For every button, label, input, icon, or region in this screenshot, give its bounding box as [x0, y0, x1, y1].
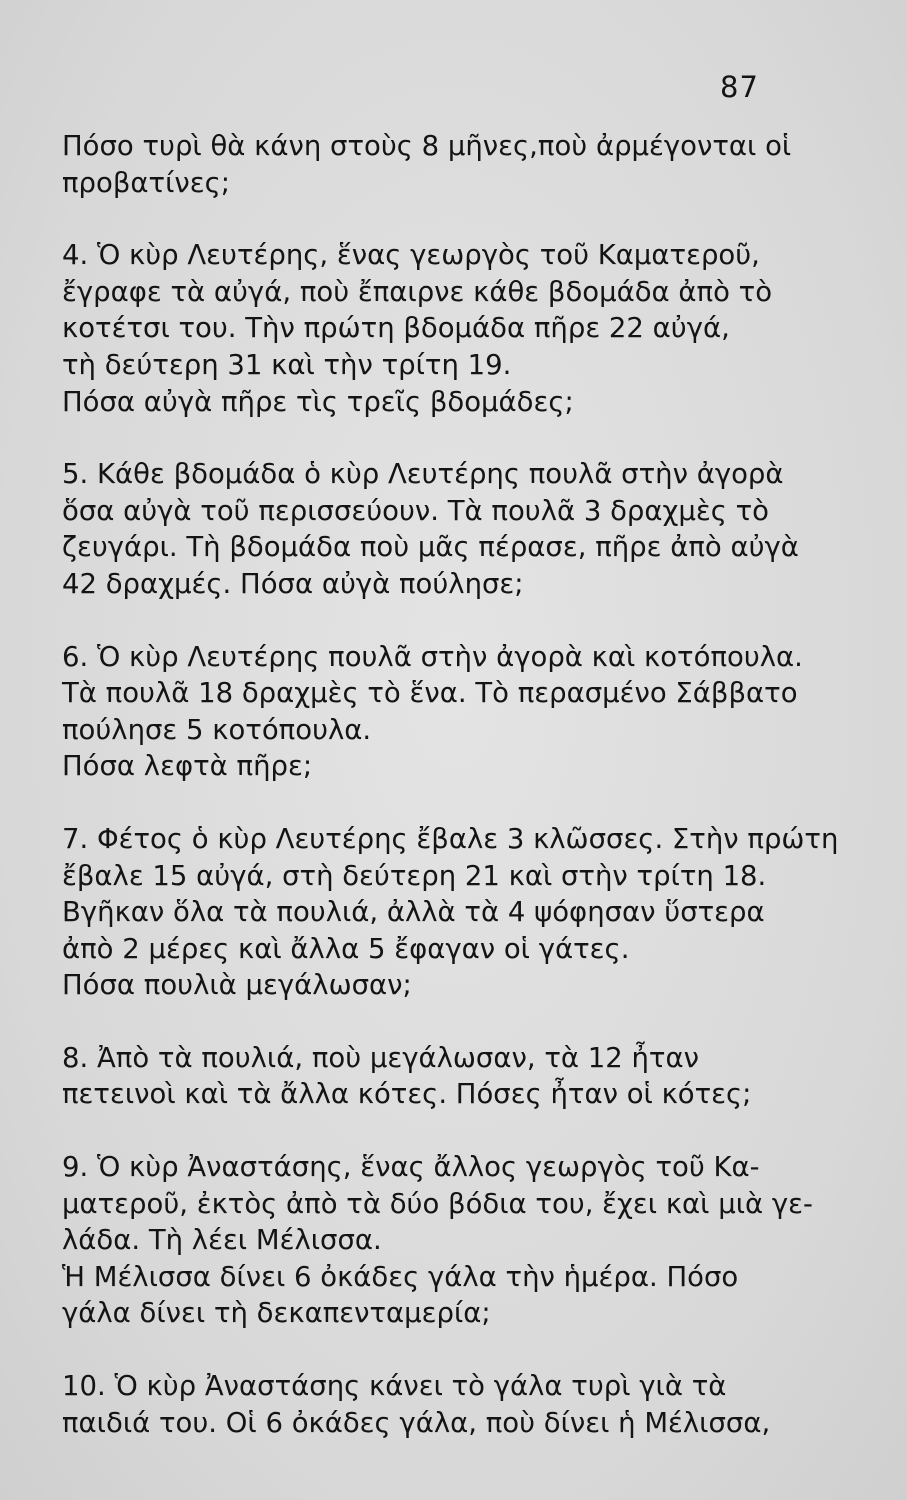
text-line: κοτέτσι του. Τὴν πρώτη βδομάδα πῆρε 22 αὐγά, [62, 312, 730, 345]
text-line: 6. Ὁ κὺρ Λευτέρης πουλᾶ στὴν ἀγορὰ καὶ κοτόπουλα. [62, 640, 803, 673]
text-line: Ἡ Μέλισσα δίνει 6 ὀκάδες γάλα τὴν ἡμέρα. Πόσο [62, 1260, 739, 1293]
text-line: Πόσα λεφτὰ πῆρε; [62, 750, 313, 783]
text-line: 42 δραχμές. Πόσα αὐγὰ πούλησε; [62, 567, 524, 600]
text-line: παιδιά του. Οἱ 6 ὀκάδες γάλα, ποὺ δίνει ἡ Μέλισσα, [62, 1406, 771, 1439]
text-line: ἀπὸ 2 μέρες καὶ ἄλλα 5 ἔφαγαν οἱ γάτες. [62, 932, 630, 965]
text-line: Πόσο τυρὶ θὰ κάνη στοὺς 8 μῆνες,ποὺ ἀρμέγονται οἱ [62, 130, 792, 162]
text-line: γάλα δίνει τὴ δεκαπενταμερία; [62, 1297, 491, 1330]
text-line: 10. Ὁ κὺρ Ἀναστάσης κάνει τὸ γάλα τυρὶ γιὰ τὰ [62, 1370, 727, 1403]
text-line: πετεινοὶ καὶ τὰ ἄλλα κότες. Πόσες ἦταν οἱ κότες; [62, 1078, 752, 1111]
text-line: Βγῆκαν ὅλα τὰ πουλιά, ἀλλὰ τὰ 4 ψόφησαν ὕστερα [62, 896, 765, 929]
page-number: 87 [720, 70, 759, 104]
page-text [62, 128, 839, 1441]
text-line: ματεροῦ, ἐκτὸς ἀπὸ τὰ δύο βόδια του, ἔχει καὶ μιὰ γε- [62, 1187, 813, 1220]
text-line: Πόσα πουλιὰ μεγάλωσαν; [62, 969, 412, 1002]
text-line: λάδα. Τὴ λέει Μέλισσα. [62, 1224, 382, 1257]
text-line: ὅσα αὐγὰ τοῦ περισσεύουν. Τὰ πουλᾶ 3 δραχμὲς τὸ [62, 494, 769, 527]
text-line: 4. Ὁ κὺρ Λευτέρης, ἕνας γεωργὸς τοῦ Καματεροῦ, [62, 239, 760, 272]
text-line: ζευγάρι. Τὴ βδομάδα ποὺ μᾶς πέρασε, πῆρε ἀπὸ αὐγὰ [62, 531, 799, 564]
problem-4-paragraph [62, 237, 790, 420]
text-line: 5. Κάθε βδομάδα ὁ κὺρ Λευτέρης πουλᾶ στὴν ἀγορὰ [62, 458, 784, 491]
problem-10-paragraph [62, 1368, 790, 1441]
text-line: 8. Ἀπὸ τὰ πουλιά, ποὺ μεγάλωσαν, τὰ 12 ἦταν [62, 1041, 699, 1074]
text-line: 7. Φέτος ὁ κὺρ Λευτέρης ἔβαλε 3 κλῶσσες. Στὴν πρώτη [62, 822, 839, 855]
text-line: τὴ δεύτερη 31 καὶ τὴν τρίτη 19. [62, 348, 512, 381]
text-line: 9. Ὁ κὺρ Ἀναστάσης, ἕνας ἄλλος γεωργὸς τοῦ Κα- [62, 1151, 760, 1184]
text-line: πούλησε 5 κοτόπουλα. [62, 713, 372, 746]
problem-intro-paragraph [62, 128, 790, 201]
text-line: Τὰ πουλᾶ 18 δραχμὲς τὸ ἕνα. Τὸ περασμένο Σάββατο [62, 677, 798, 710]
problem-9-paragraph [62, 1149, 813, 1332]
problem-8-paragraph [62, 1040, 790, 1113]
problem-5-paragraph [62, 456, 799, 602]
problem-6-paragraph [62, 639, 803, 785]
text-line: ἔβαλε 15 αὐγά, στὴ δεύτερη 21 καὶ στὴν τρίτη 18. [62, 859, 767, 892]
problem-7-paragraph [62, 821, 839, 1004]
text-line: ἔγραφε τὰ αὐγά, ποὺ ἔπαιρνε κάθε βδομάδα ἀπὸ τὸ [62, 275, 773, 308]
text-line: προβατίνες; [62, 166, 231, 199]
text-line: Πόσα αὐγὰ πῆρε τὶς τρεῖς βδομάδες; [62, 385, 574, 418]
